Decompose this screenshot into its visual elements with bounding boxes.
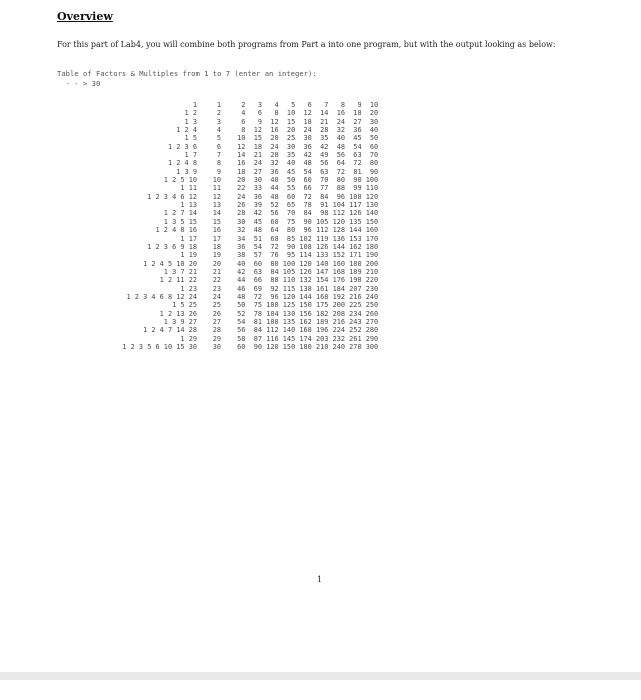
table-row — [62, 285, 378, 293]
row-factors: 1 3 9 27 — [163, 317, 197, 326]
row-number: 21 — [212, 267, 221, 276]
row-multiples: 16 24 32 40 48 56 64 72 80 — [233, 159, 379, 168]
row-multiples: 56 84 112 140 168 196 224 252 280 — [233, 326, 379, 335]
row-number: 23 — [212, 284, 221, 293]
row-multiples: 10 15 20 25 30 35 40 45 50 — [233, 134, 379, 143]
row-multiples: 48 72 96 120 144 168 192 216 240 — [233, 292, 379, 301]
row-factors: 1 23 — [180, 284, 197, 293]
table-row — [62, 134, 378, 142]
row-number: 25 — [212, 301, 221, 310]
row-factors: 1 11 — [180, 184, 197, 193]
row-multiples: 14 21 28 35 42 49 56 63 70 — [233, 151, 379, 160]
table-row — [62, 126, 378, 134]
row-number: 2 — [216, 109, 221, 118]
table-row — [62, 118, 378, 126]
row-number: 18 — [212, 242, 221, 251]
row-multiples: 24 36 48 60 72 84 96 108 120 — [233, 192, 379, 201]
row-multiples: 46 69 92 115 138 161 184 207 230 — [233, 284, 379, 293]
table-row — [62, 209, 378, 217]
row-factors: 1 2 3 4 6 8 12 24 — [126, 292, 197, 301]
table-row — [62, 151, 378, 159]
row-factors: 1 2 4 7 14 28 — [143, 326, 197, 335]
table-row — [62, 335, 378, 343]
row-multiples: 18 27 36 45 54 63 72 81 90 — [233, 167, 379, 176]
row-number: 8 — [216, 159, 221, 168]
row-number: 7 — [216, 151, 221, 160]
table-row — [62, 101, 378, 109]
table-row — [62, 260, 378, 268]
intro-paragraph: For this part of Lab4, you will combine both programs from Part a into one program, but with the output looking as below: — [57, 40, 556, 49]
row-multiples: 40 60 80 100 120 140 160 180 200 — [233, 259, 379, 268]
row-multiples: 12 18 24 30 36 42 48 54 60 — [233, 142, 379, 151]
row-factors: 1 2 — [184, 109, 197, 118]
table-row — [62, 109, 378, 117]
row-factors: 1 13 — [180, 201, 197, 210]
row-multiples: 20 30 40 50 60 70 80 90 100 — [233, 176, 379, 185]
table-row — [62, 276, 378, 284]
row-number: 14 — [212, 209, 221, 218]
row-factors: 1 2 5 10 — [163, 176, 197, 185]
row-factors: 1 3 — [184, 117, 197, 126]
table-row — [62, 201, 378, 209]
table-row — [62, 251, 378, 259]
row-multiples: 8 12 16 20 24 28 32 36 40 — [233, 126, 379, 135]
table-row — [62, 326, 378, 334]
row-factors: 1 2 4 8 — [167, 159, 197, 168]
row-factors: 1 5 25 — [172, 301, 197, 310]
row-multiples: 60 90 120 150 180 210 240 270 300 — [233, 342, 379, 351]
row-number: 6 — [216, 142, 221, 151]
table-row — [62, 318, 378, 326]
row-multiples: 42 63 84 105 126 147 168 189 210 — [233, 267, 379, 276]
row-multiples: 30 45 60 75 90 105 120 135 150 — [233, 217, 379, 226]
row-number: 13 — [212, 201, 221, 210]
row-multiples: 50 75 100 125 150 175 200 225 250 — [233, 301, 379, 310]
table-row — [62, 310, 378, 318]
row-multiples: 36 54 72 90 108 126 144 162 180 — [233, 242, 379, 251]
row-number: 5 — [216, 134, 221, 143]
row-multiples: 4 6 8 10 12 14 16 18 20 — [233, 109, 379, 118]
row-factors: 1 29 — [180, 334, 197, 343]
row-number: 26 — [212, 309, 221, 318]
row-factors: 1 2 3 6 — [167, 142, 197, 151]
table-row — [62, 159, 378, 167]
table-row — [62, 184, 378, 192]
row-number: 22 — [212, 276, 221, 285]
row-factors: 1 5 — [184, 134, 197, 143]
row-number: 9 — [216, 167, 221, 176]
row-number: 11 — [212, 184, 221, 193]
table-row — [62, 301, 378, 309]
row-factors: 1 2 4 — [176, 126, 197, 135]
row-number: 4 — [216, 126, 221, 135]
table-row — [62, 235, 378, 243]
row-factors: 1 19 — [180, 251, 197, 260]
row-multiples: 28 42 56 70 84 98 112 126 140 — [233, 209, 379, 218]
row-multiples: 32 48 64 80 96 112 128 144 160 — [233, 226, 379, 235]
row-number: 24 — [212, 292, 221, 301]
row-factors: 1 — [192, 101, 197, 109]
row-multiples: 52 78 104 130 156 182 208 234 260 — [233, 309, 379, 318]
row-number: 27 — [212, 317, 221, 326]
prompt-input: - - > 30 — [57, 79, 101, 88]
table-row — [62, 143, 378, 151]
table-row — [62, 293, 378, 301]
row-multiples: 38 57 76 95 114 133 152 171 190 — [233, 251, 379, 260]
row-multiples: 6 9 12 15 18 21 24 27 30 — [233, 117, 379, 126]
row-factors: 1 2 3 4 6 12 — [147, 192, 197, 201]
row-factors: 1 3 7 21 — [163, 267, 197, 276]
row-number: 28 — [212, 326, 221, 335]
table-row — [62, 168, 378, 176]
table-row — [62, 343, 378, 351]
row-factors: 1 2 4 8 16 — [155, 226, 197, 235]
row-multiples: 54 81 108 135 162 189 216 243 270 — [233, 317, 379, 326]
next-page-edge — [0, 680, 641, 700]
prompt-title: Table of Factors & Multiples from 1 to 7 (enter an integer): — [57, 69, 317, 78]
page-number: 1 — [317, 575, 323, 584]
row-factors: 1 2 4 5 10 20 — [143, 259, 197, 268]
row-factors: 1 17 — [180, 234, 197, 243]
table-row — [62, 268, 378, 276]
row-factors: 1 3 9 — [176, 167, 197, 176]
row-multiples: 22 33 44 55 66 77 88 99 110 — [233, 184, 379, 193]
row-number: 10 — [212, 176, 221, 185]
table-row — [62, 226, 378, 234]
row-factors: 1 2 13 26 — [159, 309, 197, 318]
row-number: 30 — [212, 342, 221, 351]
row-factors: 1 2 3 6 9 18 — [147, 242, 197, 251]
section-heading: Overview — [57, 10, 113, 23]
row-factors: 1 2 7 14 — [163, 209, 197, 218]
row-number: 15 — [212, 217, 221, 226]
row-factors: 1 3 5 15 — [163, 217, 197, 226]
row-number: 12 — [212, 192, 221, 201]
row-number: 17 — [212, 234, 221, 243]
row-number: 3 — [216, 117, 221, 126]
row-factors: 1 2 11 22 — [159, 276, 197, 285]
factors-multiples-table — [62, 101, 378, 351]
row-factors: 1 2 3 5 6 10 15 30 — [122, 342, 197, 351]
row-factors: 1 7 — [184, 151, 197, 160]
row-multiples: 26 39 52 65 78 91 104 117 130 — [233, 201, 379, 210]
row-multiples: 44 66 88 110 132 154 176 198 220 — [233, 276, 379, 285]
row-number: 1 — [216, 101, 221, 109]
table-row — [62, 193, 378, 201]
table-row — [62, 243, 378, 251]
row-number: 20 — [212, 259, 221, 268]
row-number: 16 — [212, 226, 221, 235]
row-number: 29 — [212, 334, 221, 343]
row-multiples: 2 3 4 5 6 7 8 9 10 — [233, 101, 379, 109]
program-prompt — [57, 69, 317, 89]
table-row — [62, 176, 378, 184]
row-number: 19 — [212, 251, 221, 260]
row-multiples: 58 87 116 145 174 203 232 261 290 — [233, 334, 379, 343]
row-multiples: 34 51 68 85 102 119 136 153 170 — [233, 234, 379, 243]
table-row — [62, 218, 378, 226]
